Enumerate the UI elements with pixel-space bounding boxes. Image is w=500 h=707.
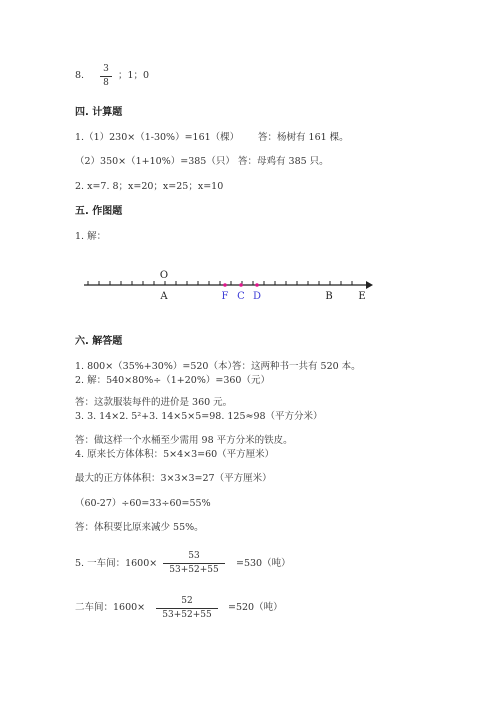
item-8-rest: ；1；0 — [118, 70, 150, 81]
s4-q1b: （2）350×（1+10%）=385（只） — [75, 156, 235, 167]
point-d-marker — [255, 283, 259, 287]
point-d-label: D — [252, 291, 262, 302]
s6-q2: 2. 解：540×80%÷（1+20%）=360（元） — [75, 375, 270, 386]
fraction-numerator: 53 — [188, 551, 200, 561]
s6-q3-answer: 答：做这样一个水桶至少需用 98 平方分米的铁皮。 — [75, 435, 293, 446]
s4-q2: 2. x=7. 8；x=20；x=25；x=10 — [75, 181, 224, 192]
s4-q1b-answer: 答：母鸡有 385 只。 — [238, 156, 329, 167]
s5-q1: 1. 解： — [75, 231, 107, 242]
fraction-denominator: 8 — [103, 78, 109, 88]
point-a-label: A — [160, 291, 168, 302]
fraction-numerator: 52 — [181, 596, 193, 606]
s6-q5b-result: =520（吨） — [228, 602, 283, 613]
section-4-title: 四. 计算题 — [75, 107, 123, 118]
section-5-title: 五. 作图题 — [75, 206, 123, 217]
s6-q3: 3. 3. 14×2. 5²+3. 14×5×5=98. 125≈98（平方分米） — [75, 411, 323, 422]
s6-q1: 1. 800×（35%+30%）=520（本） — [75, 361, 237, 372]
section-6-title: 六. 解答题 — [75, 336, 123, 347]
number-line — [75, 262, 375, 304]
s6-q5b-fraction — [156, 596, 218, 621]
point-e-label: E — [358, 291, 366, 302]
fraction-numerator: 3 — [103, 64, 109, 74]
origin-label: O — [159, 270, 169, 281]
point-f-label: F — [221, 291, 229, 302]
s6-q4: 4. 原来长方体体积：5×4×3=60（平方厘米） — [75, 449, 275, 460]
fraction-bar — [163, 563, 225, 564]
s6-q4-calc: （60-27）÷60=33÷60=55% — [75, 498, 211, 509]
fraction-bar — [156, 608, 218, 609]
s6-q5a-result: =530（吨） — [236, 558, 291, 569]
s6-q5a-prefix: 5. 一车间：1600× — [75, 558, 158, 569]
fraction-bar — [100, 76, 112, 77]
fraction-denominator: 53+52+55 — [162, 610, 212, 620]
s6-q4-max: 最大的正方体体积：3×3×3=27（平方厘米） — [75, 473, 272, 484]
s6-q5b-prefix: 二车间：1600× — [75, 602, 146, 613]
point-c-label: C — [237, 291, 245, 302]
s6-q5a-fraction — [163, 551, 225, 576]
s6-q4-answer: 答：体积要比原来减少 55%。 — [75, 522, 204, 533]
point-f-marker — [223, 283, 227, 287]
item-8-fraction — [100, 64, 112, 89]
s6-q1-answer: 答：这两种书一共有 520 本。 — [232, 361, 361, 372]
fraction-denominator: 53+52+55 — [169, 565, 219, 575]
s6-q2-answer: 答：这款服装每件的进价是 360 元。 — [75, 397, 233, 408]
point-c-marker — [239, 283, 243, 287]
s4-q1a-answer: 答：杨树有 161 棵。 — [258, 132, 349, 143]
item-8-number: 8. — [75, 70, 85, 81]
s4-q1a: 1.（1）230×（1-30%）=161（棵） — [75, 132, 240, 143]
point-b-label: B — [325, 291, 333, 302]
